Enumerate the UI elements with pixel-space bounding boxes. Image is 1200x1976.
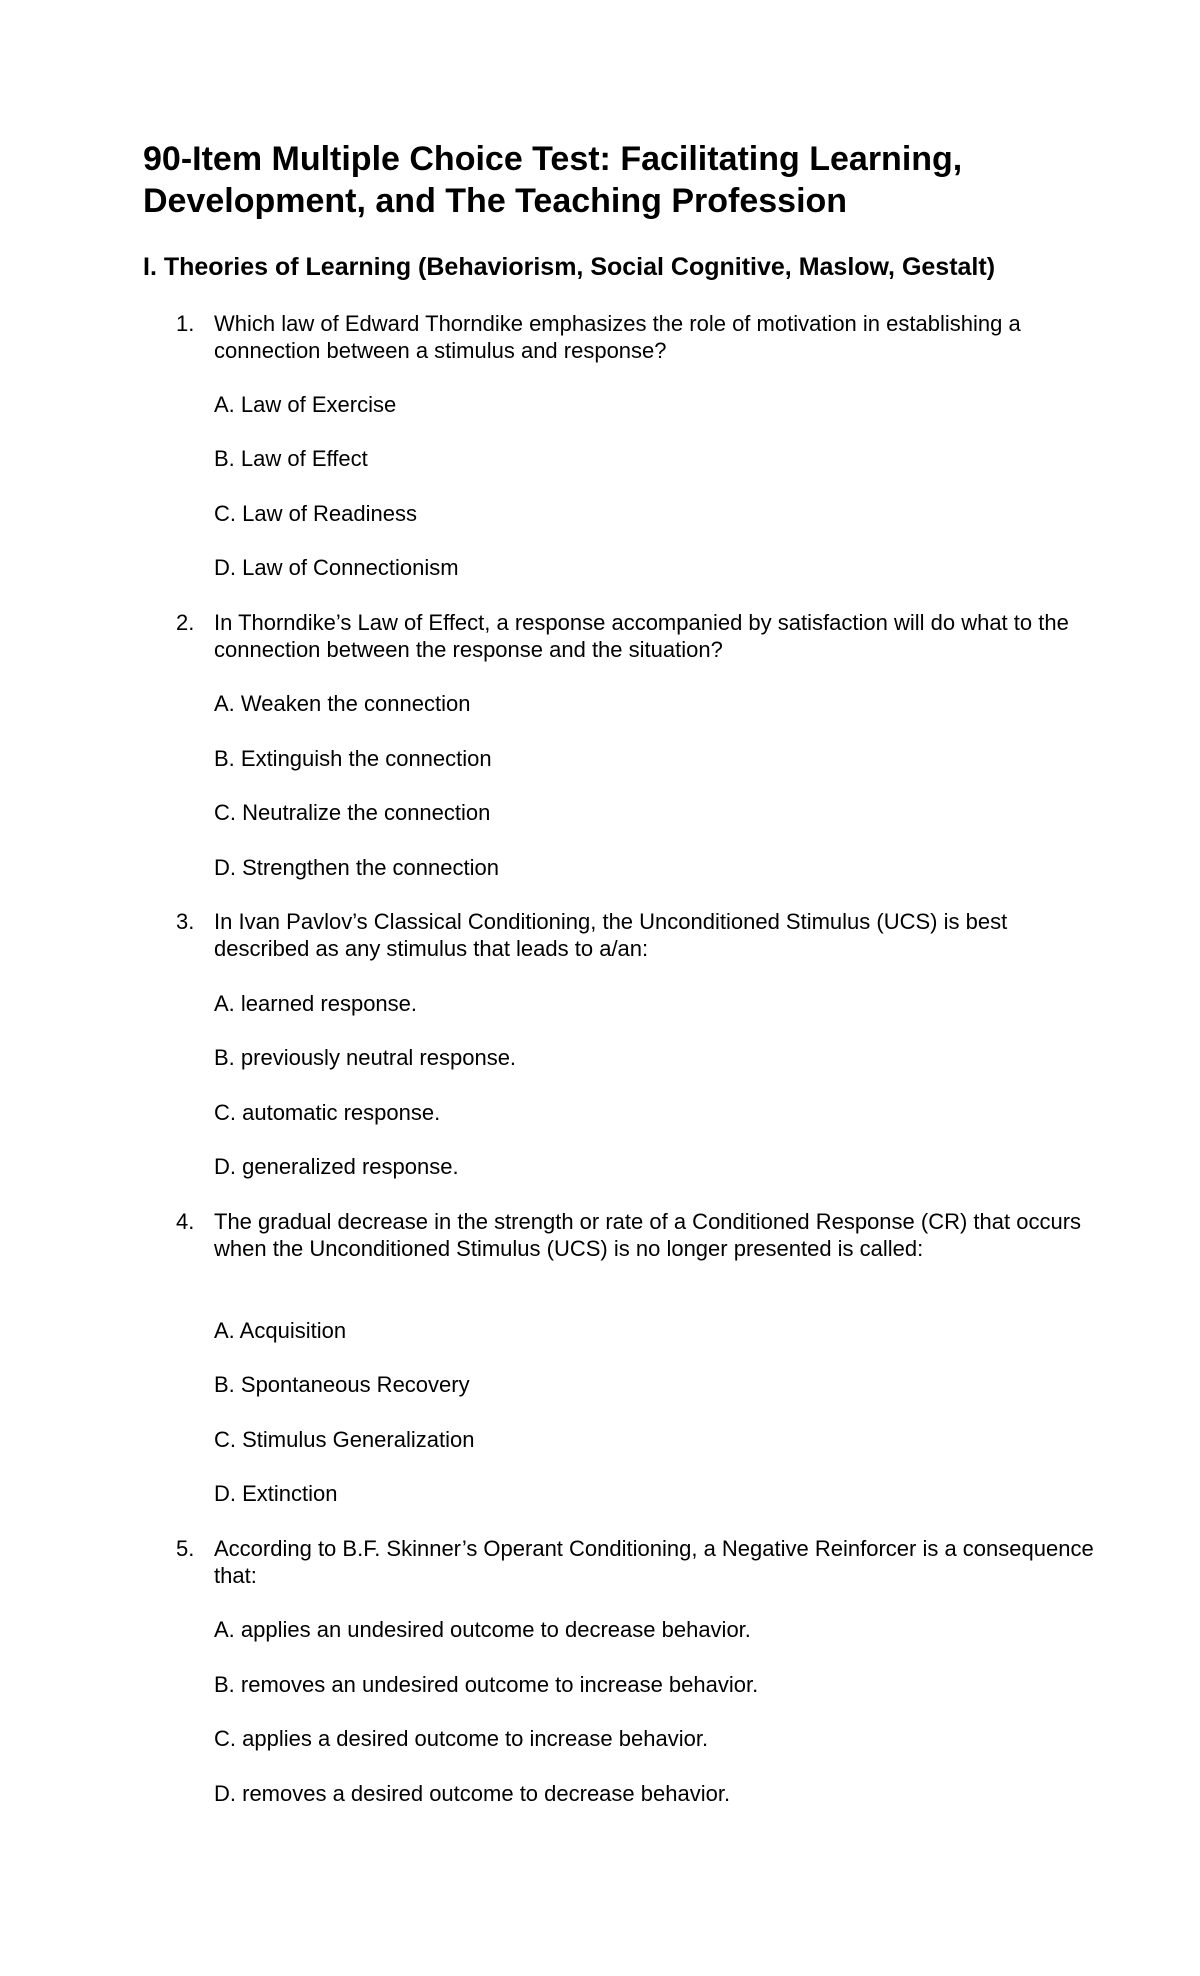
answer-option: D. Strengthen the connection bbox=[214, 855, 499, 880]
question-text: Which law of Edward Thorndike emphasizes the role of motivation in establishing a connection between a stimulus and response? bbox=[214, 311, 1021, 363]
question-text: In Thorndike’s Law of Effect, a response accompanied by satisfaction will do what to the connection between the response and the situation? bbox=[214, 610, 1069, 662]
question-number: 2. bbox=[176, 610, 195, 635]
answer-option: C. Neutralize the connection bbox=[214, 800, 491, 825]
question-text: According to B.F. Skinner’s Operant Conditioning, a Negative Reinforcer is a consequence that: bbox=[214, 1536, 1094, 1588]
document-title: 90-Item Multiple Choice Test: Facilitating Learning, Development, and The Teaching Profession bbox=[143, 140, 963, 220]
answer-option: D. Extinction bbox=[214, 1481, 338, 1506]
answer-option: B. Law of Effect bbox=[214, 446, 368, 471]
answer-option: A. learned response. bbox=[214, 991, 418, 1016]
question-text: In Ivan Pavlov’s Classical Conditioning, the Unconditioned Stimulus (UCS) is best described as any stimulus that leads to a/an: bbox=[214, 909, 1008, 961]
answer-option: C. automatic response. bbox=[214, 1100, 441, 1125]
section-heading: I. Theories of Learning (Behaviorism, Social Cognitive, Maslow, Gestalt) bbox=[143, 253, 996, 281]
answer-option: B. previously neutral response. bbox=[214, 1045, 517, 1070]
answer-option: D. Law of Connectionism bbox=[214, 555, 459, 580]
answer-option: A. Weaken the connection bbox=[214, 691, 471, 716]
answer-option: A. Acquisition bbox=[214, 1318, 347, 1343]
question-number: 3. bbox=[176, 909, 195, 934]
answer-option: C. Stimulus Generalization bbox=[214, 1427, 475, 1452]
answer-option: B. removes an undesired outcome to increase behavior. bbox=[214, 1672, 759, 1697]
question-text: The gradual decrease in the strength or rate of a Conditioned Response (CR) that occurs when the Unconditioned Stimulus (UCS) is no longer presented is called: bbox=[214, 1209, 1082, 1261]
answer-option: B. Spontaneous Recovery bbox=[214, 1372, 470, 1397]
question-number: 4. bbox=[176, 1209, 195, 1234]
answer-option: C. Law of Readiness bbox=[214, 501, 417, 526]
question-number: 5. bbox=[176, 1536, 195, 1561]
answer-option: B. Extinguish the connection bbox=[214, 746, 492, 771]
answer-option: A. applies an undesired outcome to decrease behavior. bbox=[214, 1617, 751, 1642]
answer-option: C. applies a desired outcome to increase behavior. bbox=[214, 1726, 709, 1751]
answer-option: D. removes a desired outcome to decrease behavior. bbox=[214, 1781, 731, 1806]
answer-option: A. Law of Exercise bbox=[214, 392, 397, 417]
answer-option: D. generalized response. bbox=[214, 1154, 459, 1179]
question-number: 1. bbox=[176, 311, 195, 336]
